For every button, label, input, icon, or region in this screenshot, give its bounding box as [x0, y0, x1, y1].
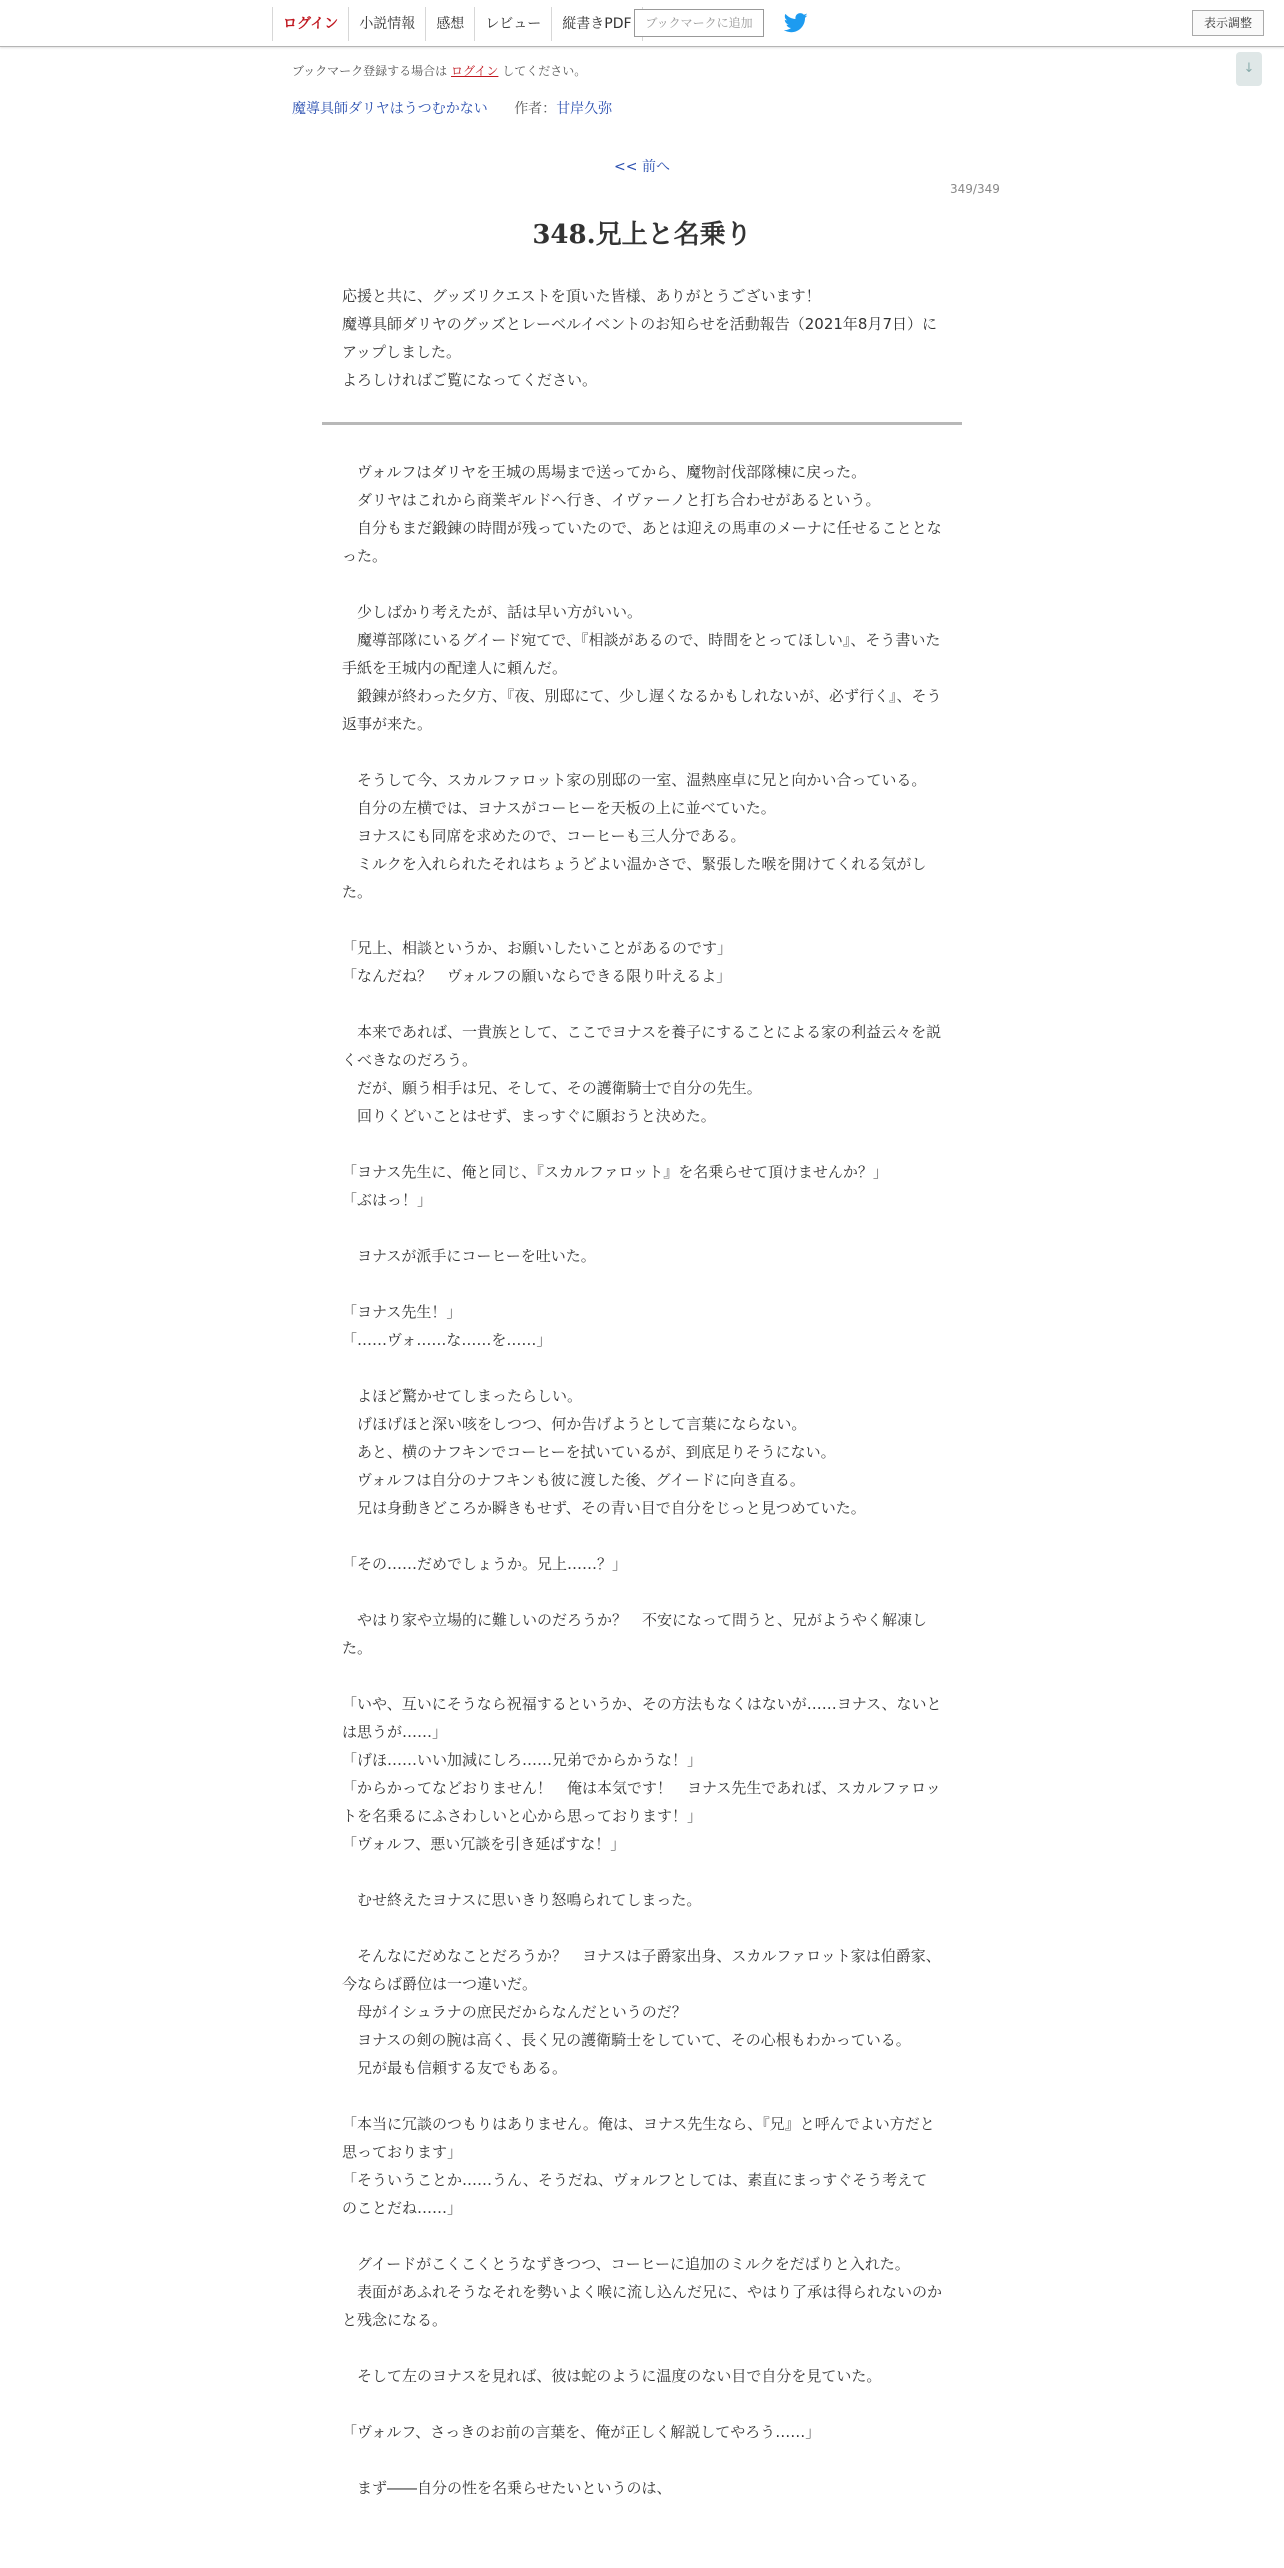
body-paragraph: 「ヨナス先生！」 — [342, 1303, 462, 1321]
blank-line — [342, 1858, 942, 1886]
nav-novel-info[interactable]: 小説情報 — [348, 7, 425, 41]
blank-line — [342, 2390, 942, 2418]
body-paragraph: 「ヴォルフ、悪い冗談を引き延ばすな！」 — [342, 1835, 626, 1853]
preface-divider — [322, 422, 962, 425]
body-paragraph: あと、横のナフキンでコーヒーを拭いているが、到底足りそうにない。 — [342, 1443, 836, 1461]
body-paragraph: 「からかってなどおりません！ 俺は本気です！ ヨナス先生であれば、スカルファロットを名乗るにふさわしいと心から思っております！」 — [342, 1779, 941, 1825]
series-title-link[interactable]: 魔導具師ダリヤはうつむかない — [292, 101, 488, 117]
body-paragraph: 「……ヴォ……な……を……」 — [342, 1331, 552, 1349]
blank-line — [342, 1214, 942, 1242]
blank-line — [342, 1354, 942, 1382]
body-paragraph: 本来であれば、一貴族として、ここでヨナスを養子にすることによる家の利益云々を説くべきなのだろう。 — [342, 1023, 942, 1069]
blank-line — [342, 990, 942, 1018]
body-paragraph: 母がイシュラナの庶民だからなんだというのだ？ — [342, 2003, 687, 2021]
bookmark-notice-text-after: してください。 — [502, 64, 587, 78]
body-paragraph: まず――自分の性を名乗らせたいというのは、 — [342, 2479, 672, 2497]
display-settings-button[interactable]: 表示調整 — [1192, 10, 1264, 36]
page-number: 349/349 — [950, 182, 1000, 196]
body-paragraph: ヨナスの剣の腕は高く、長く兄の護衛騎士をしていて、その心根もわかっている。 — [342, 2031, 911, 2049]
blank-line — [342, 906, 942, 934]
body-paragraph: そうして今、スカルファロット家の別邸の一室、温熱座卓に兄と向かい合っている。 — [342, 771, 927, 789]
blank-line — [342, 1578, 942, 1606]
blank-line — [342, 1130, 942, 1158]
body-paragraph: 「そういうことか……うん、そうだね、ヴォルフとしては、素直にまっすぐそう考えてのことだね……」 — [342, 2171, 928, 2217]
nav-vertical-pdf[interactable]: 縦書きPDF — [551, 7, 642, 41]
top-navigation-bar — [0, 0, 1284, 47]
body-paragraph: ダリヤはこれから商業ギルドへ行き、イヴァーノと打ち合わせがあるという。 — [342, 491, 881, 509]
nav-impressions[interactable]: 感想 — [425, 7, 474, 41]
body-paragraph: グイードがこくこくとうなずきつつ、コーヒーに追加のミルクをだばりと入れた。 — [342, 2255, 910, 2273]
body-paragraph: 「ヨナス先生に、俺と同じ、『スカルファロット』を名乗らせて頂けませんか？」 — [342, 1163, 888, 1181]
body-paragraph: 兄が最も信頼する友でもある。 — [342, 2059, 568, 2077]
body-paragraph: ミルクを入れられたそれはちょうどよい温かさで、緊張した喉を開けてくれる気がした。 — [342, 855, 927, 901]
body-paragraph: 魔導部隊にいるグイード宛てで、『相談があるので、時間をとってほしい』、そう書いた手紙を王城内の配達人に頼んだ。 — [342, 631, 941, 677]
preface-line: 応援と共に、グッズリクエストを頂いた皆様、ありがとうございます！ — [342, 287, 821, 305]
twitter-bird-icon[interactable] — [784, 13, 808, 33]
body-paragraph: そんなにだめなことだろうか？ ヨナスは子爵家出身、スカルファロット家は伯爵家、今ならば爵位は一つ違いだ。 — [342, 1947, 941, 1993]
scroll-down-button[interactable] — [1236, 52, 1262, 86]
blank-line — [342, 1270, 942, 1298]
body-paragraph: ヨナスにも同席を求めたので、コーヒーも三人分である。 — [342, 827, 746, 845]
blank-line — [342, 1522, 942, 1550]
author-label: 作者： — [514, 101, 557, 117]
add-bookmark-button[interactable]: ブックマークに追加 — [634, 9, 764, 37]
body-paragraph: そして左のヨナスを見れば、彼は蛇のように温度のない目で自分を見ていた。 — [342, 2367, 882, 2385]
blank-line — [342, 738, 942, 766]
blank-line — [342, 2222, 942, 2250]
body-paragraph: ヴォルフはダリヤを王城の馬場まで送ってから、魔物討伐部隊棟に戻った。 — [342, 463, 867, 481]
body-paragraph: むせ終えたヨナスに思いきり怒鳴られてしまった。 — [342, 1891, 702, 1909]
body-paragraph: げほげほと深い咳をしつつ、何か告げようとして言葉にならない。 — [342, 1415, 807, 1433]
body-paragraph: ヨナスが派手にコーヒーを吐いた。 — [342, 1247, 596, 1265]
series-info — [292, 98, 612, 118]
body-paragraph: やはり家や立場的に難しいのだろうか？ 不安になって問うと、兄がようやく解凍した。 — [342, 1611, 928, 1657]
chapter-title: 348.兄上と名乗り — [532, 220, 752, 250]
nav-login[interactable]: ログイン — [272, 7, 348, 41]
prev-link[interactable]: << 前へ — [614, 159, 670, 175]
bookmark-notice-login-link[interactable]: ログイン — [451, 64, 499, 78]
body-paragraph: ヴォルフは自分のナフキンも彼に渡した後、グイードに向き直る。 — [342, 1471, 805, 1489]
preface-line: 魔導具師ダリヤのグッズとレーベルイベントのお知らせを活動報告（2021年8月7日）にアップしました。 — [342, 315, 938, 361]
body-paragraph: 「げほ……いい加減にしろ……兄弟でからかうな！」 — [342, 1751, 703, 1769]
body-paragraph: 鍛錬が終わった夕方、『夜、別邸にて、少し遅くなるかもしれないが、必ず行く』、そう返事が来た。 — [342, 687, 942, 733]
nav-review[interactable]: レビュー — [474, 7, 551, 41]
blank-line — [342, 2334, 942, 2362]
body-paragraph: 「なんだね？ ヴォルフの願いならできる限り叶えるよ」 — [342, 967, 732, 985]
body-paragraph: 少しばかり考えたが、話は早い方がいい。 — [342, 603, 643, 621]
author-preface — [342, 282, 942, 394]
body-paragraph: 自分の左横では、ヨナスがコーヒーを天板の上に並べていた。 — [342, 799, 776, 817]
blank-line — [342, 570, 942, 598]
body-paragraph: 「いや、互いにそうなら祝福するというか、その方法もなくはないが……ヨナス、ないとは思うが……」 — [342, 1695, 942, 1741]
novel-body — [342, 458, 942, 2502]
main-nav — [272, 7, 643, 41]
author-link[interactable]: 甘岸久弥 — [556, 101, 613, 117]
body-paragraph: 「ヴォルフ、さっきのお前の言葉を、俺が正しく解説してやろう……」 — [342, 2423, 821, 2441]
body-paragraph: よほど驚かせてしまったらしい。 — [342, 1387, 583, 1405]
body-paragraph: 「その……だめでしょうか。兄上……？」 — [342, 1555, 628, 1573]
blank-line — [342, 1914, 942, 1942]
body-paragraph: 兄は身動きどころか瞬きもせず、その青い目で自分をじっと見つめていた。 — [342, 1499, 866, 1517]
prev-navigation — [0, 156, 1284, 176]
body-paragraph: 自分もまだ鍛錬の時間が残っていたので、あとは迎えの馬車のメーナに任せることとなった。 — [342, 519, 942, 565]
body-paragraph: だが、願う相手は兄、そして、その護衛騎士で自分の先生。 — [342, 1079, 762, 1097]
preface-line: よろしければご覧になってください。 — [342, 371, 598, 389]
body-paragraph: 「兄上、相談というか、お願いしたいことがあるのです」 — [342, 939, 733, 957]
arrow-down-icon: ↓ — [1243, 61, 1255, 76]
body-paragraph: 「本当に冗談のつもりはありません。俺は、ヨナス先生なら、『兄』と呼んでよい方だと思っております」 — [342, 2115, 935, 2161]
blank-line — [342, 2446, 942, 2474]
blank-line — [342, 1662, 942, 1690]
bookmark-notice — [292, 62, 586, 79]
body-paragraph: 回りくどいことはせず、まっすぐに願おうと決めた。 — [342, 1107, 716, 1125]
body-paragraph: 「ぶはっ！」 — [342, 1191, 433, 1209]
bookmark-notice-text: ブックマーク登録する場合は — [292, 64, 448, 78]
blank-line — [342, 2082, 942, 2110]
body-paragraph: 表面があふれそうなそれを勢いよく喉に流し込んだ兄に、やはり了承は得られないのかと残念になる。 — [342, 2283, 943, 2329]
